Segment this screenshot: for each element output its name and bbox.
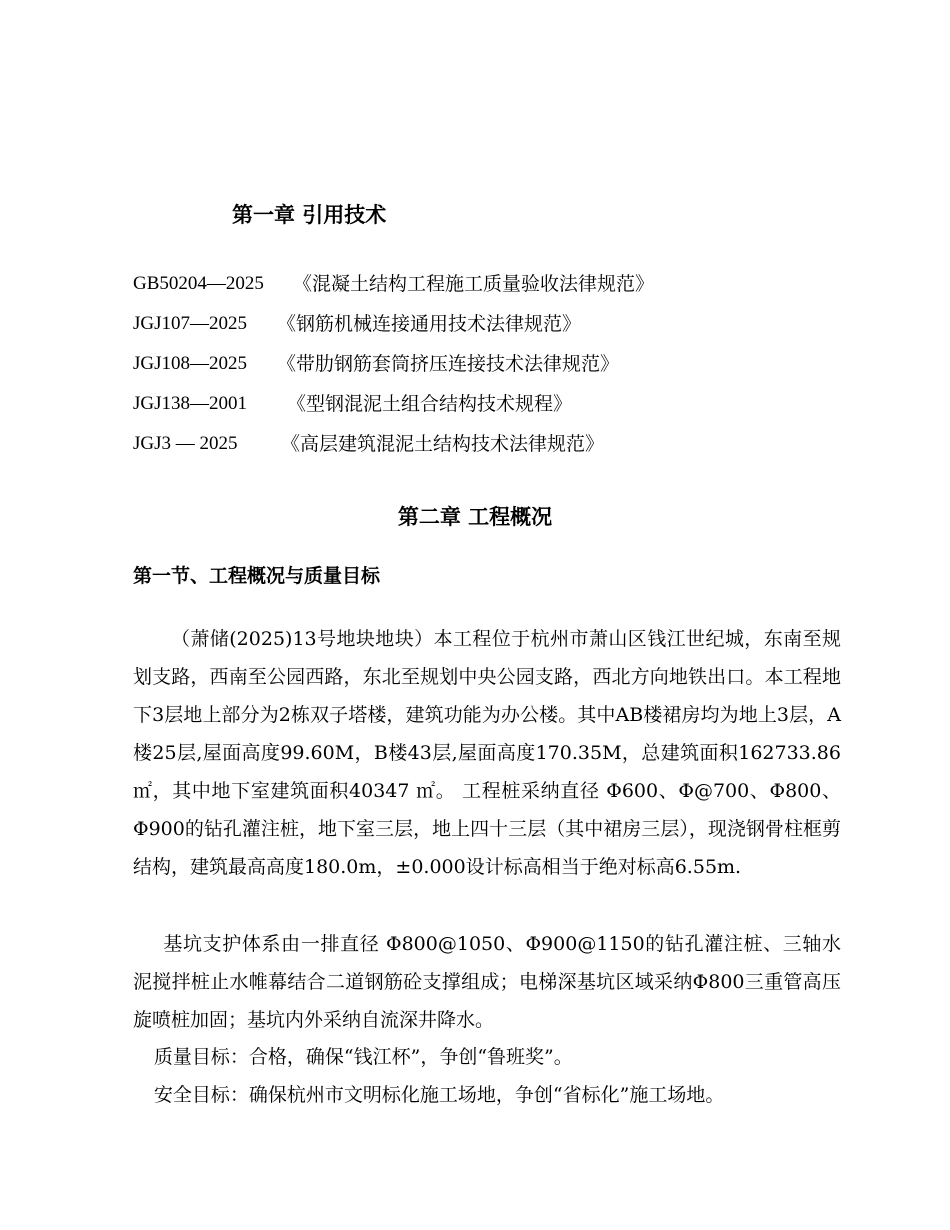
- chapter-1-title: 第一章 引用技术: [232, 202, 387, 227]
- reference-item: [133, 344, 654, 384]
- section-1-title: 第一节、工程概况与质量目标: [133, 565, 381, 587]
- reference-list: [133, 264, 654, 464]
- reference-title: 《混凝土结构工程施工质量验收法律规范》: [293, 273, 655, 295]
- chapter-2-title: 第二章 工程概况: [397, 504, 553, 529]
- safety-goal-paragraph: 安全目标：确保杭州市文明标化施工场地，争创“省标化”施工场地。: [153, 1084, 725, 1106]
- reference-code: GB50204—2025: [133, 273, 264, 294]
- reference-code: JGJ107—2025: [133, 313, 248, 334]
- quality-goal-paragraph: 质量目标：合格，确保“钱江杯”，争创“鲁班奖”。: [153, 1046, 573, 1068]
- reference-item: [133, 424, 654, 464]
- reference-title: 《钢筋机械连接通用技术法律规范》: [277, 313, 582, 335]
- reference-title: 《带肋钢筋套筒挤压连接技术法律规范》: [277, 353, 620, 375]
- reference-item: [133, 384, 654, 424]
- project-overview-paragraph: （萧储(2025)13号地块地块）本工程位于杭州市萧山区钱江世纪城，东南至规划支路，西南至公园西路，东北至规划中央公园支路，西北方向地铁出口。本工程地下3层地上部分为2栋双子塔楼，建筑功能为办公楼。其中AB楼裙房均为地上3层，A楼25层,屋面高度99.60M，B楼43层,屋面高度170.35M，总建筑面积162733.86 ㎡，其中地下室建筑面积40347 ㎡。 工程桩采纳直径 Φ600、Φ@700、Φ800、Φ900的钻孔灌注桩，地下室三层，地上四十三层（其中裙房三层），现浇钢骨柱框剪结构，建筑最高高度180.0m，±0.000设计标高相当于绝对标高6.55m.: [133, 628, 841, 878]
- reference-title: 《型钢混泥土组合结构技术规程》: [287, 393, 573, 415]
- reference-title: 《高层建筑混泥土结构技术法律规范》: [281, 433, 605, 455]
- reference-item: [133, 264, 654, 304]
- reference-item: [133, 304, 654, 344]
- reference-code: JGJ3 — 2025: [133, 433, 238, 454]
- foundation-support-paragraph: 基坑支护体系由一排直径 Φ800@1050、Φ900@1150的钻孔灌注桩、三轴水泥搅拌桩止水帷幕结合二道钢筋砼支撑组成；电梯深基坑区域采纳Φ800三重管高压旋喷桩加固；基坑内外采纳自流深井降水。: [133, 933, 841, 1031]
- reference-code: JGJ138—2001: [133, 393, 248, 414]
- reference-code: JGJ108—2025: [133, 353, 248, 374]
